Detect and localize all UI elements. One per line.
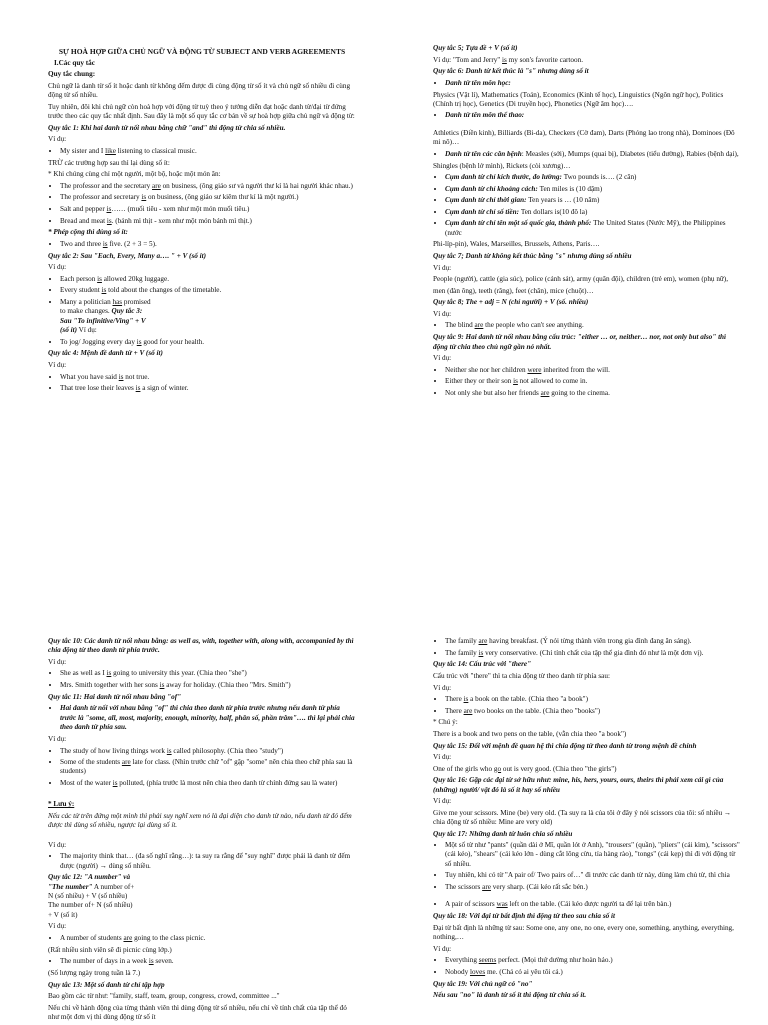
rule-12-heading-block: Quy tắc 12: "A number" và "The number" A number of+ N (số nhiều) + V (số nhiều) The number of+ N (số nhiều) + V (số ít) (48, 873, 135, 919)
list-item: • Salt and pepper is…… (muối tiêu - xem như một món muối tiêu.) (60, 205, 356, 214)
rule-17-heading: Quy tắc 17: Những danh từ luôn chia số nhiều (433, 829, 573, 838)
list-item: • There are two books on the table. (Chia theo "books") (445, 707, 741, 716)
list-item: • The family is very conservative. (Chỉ tính chất của tập thể gia đình đó như là một đơn vị). (445, 649, 741, 658)
rule-1-exception-list (48, 182, 356, 226)
list-item: • Each person is allowed 20kg luggage. (60, 275, 356, 284)
example-label: Ví dụ: (48, 734, 67, 743)
rule-19-text: Nếu sau "no" là danh từ số ít thì động từ chia số ít. (433, 991, 587, 1000)
list-item: • She as well as I is going to university this year. (Chia theo "she") (60, 669, 356, 678)
list-item: • Most of the water is polluted, (phía trước là most nên chia theo danh từ chính đứng sau là water) (60, 779, 356, 788)
list-item: • Cụm danh từ chỉ số tiền: Ten dollars is(10 đô la) (445, 208, 741, 217)
rule-1-exception: TRỪ các trường hợp sau thì lại dùng số ít: (48, 158, 170, 167)
list-item: • The professor and the secretary are on business, (ông giáo sư và người thư kí là hai người khác nhau.) (60, 182, 356, 191)
page2-left-column (48, 637, 356, 1025)
rule-13-text: Bao gồm các từ như: "family, staff, team, group, congress, crowd, committee ..." (48, 992, 280, 1001)
note-label: * Lưu ý: (48, 800, 75, 809)
rule-17-list-a (433, 841, 741, 892)
rule-6-list-b (433, 111, 741, 120)
list-item: • Danh từ tên môn thể thao: (445, 111, 741, 120)
list-item: • A pair of scissors was left on the table. (Cái kéo được người ta để lại trên bàn.) (445, 900, 741, 909)
list-item: • The majority think that… (đa số nghĩ rằng…): ta suy ra rằng để "suy nghĩ" được phải là danh từ đếm được (người) → dùng số nhiều. (60, 852, 356, 871)
rule-6-sports: Athletics (Điền kinh), Billiards (Bi-da), Checkers (Cờ đam), Darts (Phóng lao trong nhà), Dominoes (Đô (433, 128, 735, 137)
example-label: Ví dụ: (433, 263, 452, 272)
rule-11-note-list (48, 704, 356, 732)
note-text: Nếu các từ trên đứng một mình thì phải suy nghĩ xem nó là đại diện cho danh từ nào, nếu danh từ đó đếm được thì dùng số nhiều, ngược lại dùng số ít. (48, 811, 352, 830)
rule-16-heading: Quy tắc 16: Gặp các đại từ sở hữu như: mine, his, hers, yours, ours, theirs thì phải xem cái gì của (những) người/ vật đó là số ít hay số nhiều (433, 776, 724, 794)
rule-11-extra-list (48, 852, 356, 871)
rule-17-list-b (433, 900, 741, 909)
list-item: • Two and three is five. (2 + 3 = 5). (60, 240, 356, 249)
list-item: • To jog/ Jogging every day is good for your health. (60, 338, 356, 347)
rule-5-example: Ví dụ: "Tom and Jerry" is my son's favorite cartoon. (433, 55, 583, 64)
general-text-2: động từ số nhiều. (48, 91, 98, 100)
example-label: Ví dụ: (433, 354, 452, 363)
rule-16-example: Give me your scissors. Mine (be) very old. (Ta suy ra là của tôi ở đây ý nói scissors của tôi: số nhiều → (433, 808, 732, 817)
list-item: • Cụm danh từ chỉ kích thước, đo lường: Two pounds is…. (2 cân) (445, 173, 741, 182)
rule-6-diseases: Shingles (bệnh lở mình), Rickets (còi xương)… (433, 161, 571, 170)
example-label: Ví dụ: (433, 683, 452, 692)
rule-6-heading: Quy tắc 6: Danh từ kết thúc là "s" nhưng dùng số ít (433, 67, 589, 76)
list-item: • My sister and I like listening to classical music. (60, 147, 356, 156)
rule-1-calc-list (48, 240, 356, 249)
rule-2-heading: Quy tắc 2: Sau "Each, Every, Many a…. " + V (số ít) (48, 251, 207, 260)
rule-18-example-list (433, 956, 741, 977)
rule-14-text: Cấu trúc với "there" thì ta chia động từ theo danh từ phía sau: (433, 671, 610, 680)
note-label: * Chú ý: (433, 718, 458, 727)
general-text-3: Tuy nhiên, đôi khi chủ ngữ còn hoà hợp với động từ tuỳ theo ý tưởng diễn đạt hoặc danh từ/đại từ đứng trước theo các quy tắc nhất định. Sau đây là một số quy tắc cơ bản về sự hoà hợp giữa chủ ngữ và động từ: (48, 102, 355, 121)
rule-13-heading: Quy tắc 13: Một số danh từ chỉ tập hợp (48, 980, 165, 989)
list-item: • Cụm danh từ chỉ tên một số quốc gia, thành phố: The United States (Nước Mỹ), the Philippines (nước (445, 219, 741, 238)
rule-9-heading-2: động từ chia theo chủ ngữ gần nó nhất. (433, 342, 552, 351)
rule-8-example-list (433, 321, 741, 330)
rule-6-list-c (433, 150, 741, 159)
rule-16-example-2: chia động từ số nhiều: Mine are very old) (433, 818, 553, 826)
example-label: Ví dụ: (433, 944, 452, 953)
list-item: • That tree lose their leaves is a sign of winter. (60, 384, 356, 393)
list-item: • Everything seems perfect. (Mọi thứ dường như hoàn hảo.) (445, 956, 741, 965)
list-item: • Bread and meat is. (bánh mì thịt - xem như một món bánh mì thịt.) (60, 217, 356, 226)
rule-12-note-2: (Số lượng ngày trong tuần là 7.) (48, 969, 141, 978)
rule-18-heading: Quy tắc 18: Với đại từ bất định thì động từ theo sau chia số ít (433, 912, 616, 921)
list-item: • Neither she nor her children were inherited from the will. (445, 366, 741, 375)
list-item: • Cụm danh từ chỉ thời gian: Ten years is … (10 năm) (445, 196, 741, 205)
rule-12-example-list-b (48, 957, 356, 966)
list-item: • The professor and secretary is on business, (ông giáo sư kiêm thư kí là một người.) (60, 193, 356, 202)
list-item: • The scissors are very sharp. (Cái kéo rất sắc bén.) (445, 883, 741, 892)
rule-11-example-list (48, 747, 356, 789)
example-label: Ví dụ: (433, 753, 452, 762)
general-rule-heading: Quy tắc chung: (48, 70, 96, 79)
rule-1-exception-2: * Khi chúng cùng chỉ một người, một bộ, hoặc một món ăn: (48, 170, 221, 179)
list-item: • Not only she but also her friends are going to the cinema. (445, 389, 741, 398)
page2-right-column (433, 637, 741, 1003)
page1-left-column (48, 47, 356, 396)
rule-4-example-list (48, 373, 356, 394)
list-item: • Hai danh từ nối với nhau bằng "of" thì chia theo danh từ phía trước nhưng nếu danh từ phía trước là "some, all, most, majority, enough, minority, half, phân số, phần trăm"…. thì lại phải chia theo danh từ phía sau. (60, 704, 356, 732)
rule-3-heading: Quy tắc 3: (111, 307, 143, 316)
rule-8-heading: Quy tắc 8; The + adj = N (chỉ người) + V (số. nhiều) (433, 298, 589, 307)
rule-4-heading: Quy tắc 4: Mệnh đề danh từ + V (số ít) (48, 349, 163, 358)
rule-18-text: Đại từ bất định là những từ sau: Some one, any one, no one, every one, something, anything, everything, nothing,… (433, 923, 734, 942)
rule-6-sports-2: mi nô)… (433, 138, 460, 147)
list-item: • Danh từ tên môn học: (445, 79, 741, 88)
example-label: Ví dụ: (433, 309, 452, 318)
list-item: • Nobody loves me. (Chả có ai yêu tôi cả.) (445, 968, 741, 977)
list-item: • Danh từ tên các căn bệnh: Measles (sởi), Mumps (quai bị), Diabetes (tiểu đường), Rabies (bệnh dại), (445, 150, 741, 159)
section-heading: I.Các quy tắc (54, 58, 95, 67)
list-item: • The family are having breakfast. (Ý nói từng thành viên trong gia đình đang ăn sáng). (445, 637, 741, 646)
rule-2-example-list (48, 275, 356, 347)
rule-14-heading: Quy tắc 14: Cấu trúc với "there" (433, 660, 532, 669)
example-label: Ví dụ: (48, 135, 67, 144)
general-text-1: Chủ ngữ là danh từ số ít hoặc danh từ không đếm được đi cùng động từ số ít và chủ ngữ số nhiều đi cùng (48, 82, 351, 91)
example-label: Ví dụ: (48, 263, 67, 272)
rule-12-heading: Quy tắc 12: "A number" và (48, 873, 131, 882)
list-item: • Either they or their son is not allowed to come in. (445, 377, 741, 386)
list-item: • The study of how living things work is called philosophy. (Chia theo "study") (60, 747, 356, 756)
rule-10-example-list (48, 669, 356, 690)
document-title: SỰ HOÀ HỢP GIỮA CHỦ NGỮ VÀ ĐỘNG TỪ SUBJECT AND VERB AGREEMENTS (58, 47, 346, 56)
list-item: • Tuy nhiên, khi có từ "A pair of/ Two pairs of…" đi trước các danh từ này, dùng làm chủ từ, thì chia (445, 871, 741, 880)
example-label: Ví dụ: (433, 797, 452, 806)
list-item: • Cụm danh từ chỉ khoảng cách: Ten miles is (10 dặm) (445, 185, 741, 194)
rule-1-example-list (48, 147, 356, 156)
list-item: • There is a book on the table. (Chia theo "a book") (445, 695, 741, 704)
rule-10-heading: Quy tắc 10: Các danh từ nối nhau bằng: as well as, with, together with, along with, accompanied by thì chia động từ theo danh từ phía trước. (48, 637, 354, 655)
example-label: Ví dụ: (48, 657, 67, 666)
rule-11-heading: Quy tắc 11: Hai danh từ nối nhau bằng "of" (48, 692, 182, 701)
list-item: • The blind are the people who can't see anything. (445, 321, 741, 330)
rule-13-example-list (433, 637, 741, 658)
rule-14-example-list (433, 695, 741, 716)
rule-19-heading: Quy tắc 19: Với chủ ngữ có "no" (433, 979, 533, 988)
rule-6-list-a (433, 79, 741, 88)
rule-1-heading: Quy tắc 1: Khi hai danh từ nối nhau bằng chữ "and" thì động từ chia số nhiều. (48, 123, 286, 132)
list-item: • Every student is told about the changes of the timetable. (60, 286, 356, 295)
rule-7-heading: Quy tắc 7; Danh từ không kết thúc bằng "s" nhưng dùng số nhiều (433, 252, 632, 261)
rule-15-heading: Quy tắc 15: Đối với mệnh đề quan hệ thì chia động từ theo danh từ trong mệnh đề chính (433, 741, 697, 750)
list-item: • A number of students are going to the class picnic. (60, 934, 356, 943)
rule-15-example: One of the girls who go out is very good. (Chia theo "the girls") (433, 764, 617, 773)
list-item: • Many a politician has promised to make changes. Quy tắc 3: Sau "To infinitive/Ving" + V (số ít) Ví dụ: (60, 298, 356, 335)
list-item: • What you have said is not true. (60, 373, 356, 382)
rule-7-words: People (người), cattle (gia súc), police (cảnh sát), army (quân đội), children (trẻ em), women (phụ nữ), (433, 275, 728, 284)
example-label: Ví dụ: (48, 840, 67, 849)
rule-12-example-list-a (48, 934, 356, 943)
rule-12-note-1: (Rất nhiều sinh viên sẽ đi picnic cùng lớp.) (48, 945, 172, 954)
list-item: • The number of days in a week is seven. (60, 957, 356, 966)
rule-5-heading: Quy tắc 5; Tựa đề + V (số ít) (433, 44, 518, 52)
rule-9-example-list (433, 366, 741, 398)
rule-6-subjects: Physics (Vật lí), Mathematics (Toán), Economics (Kinh tế học), Linguistics (Ngôn ngữ học), Politics (Chính trị học), Genetics (Di truyền học), Phonetics (Ngữ âm học)…. (433, 90, 724, 108)
list-item: • Some of the students are late for class. (Nhìn trước chữ "of" gặp "some" nên chia theo chữ phía sau là students) (60, 758, 356, 777)
example-label: Ví dụ: (48, 361, 67, 370)
rule-7-words-2: men (đàn ông), teeth (răng), feet (chân), mice (chuột)… (433, 286, 594, 295)
rule-14-note: There is a book and two pens on the table, (vẫn chia theo "a book") (433, 730, 627, 738)
list-item: • Mrs. Smith together with her sons is away for holiday. (Chia theo "Mrs. Smith") (60, 681, 356, 690)
rule-13-text-2: Nếu chỉ về hành động của từng thành viên thì dùng động từ số nhiều, nếu chỉ về tính chất của tập thể đó như một đơn vị thì dùng động từ số ít (48, 1003, 347, 1022)
page1-right-column (433, 44, 741, 401)
rule-6-list-d (433, 173, 741, 238)
rule-1-calc-note: * Phép cộng thì dùng số ít: (48, 228, 128, 237)
example-label: Ví dụ: (48, 922, 67, 931)
rule-6-countries: Phi-líp-pin), Wales, Marseilles, Brussels, Athens, Paris…. (433, 240, 600, 249)
list-item: • Một số từ như "pants" (quần dài ở Mĩ, quần lót ở Anh), "trousers" (quần), "pliers" (cái kìm), "scissors" (cái kéo), "shears" (cái kéo lớn - dùng cắt lông cừu, tỉa hàng rào), "tongs" (cái kẹp) thì đi với động từ số nhiều. (445, 841, 741, 869)
rule-9-heading: Quy tắc 9: Hai danh từ nối nhau bằng cấu trúc: "either … or, neither… nor, not only but also" thì (433, 333, 727, 342)
